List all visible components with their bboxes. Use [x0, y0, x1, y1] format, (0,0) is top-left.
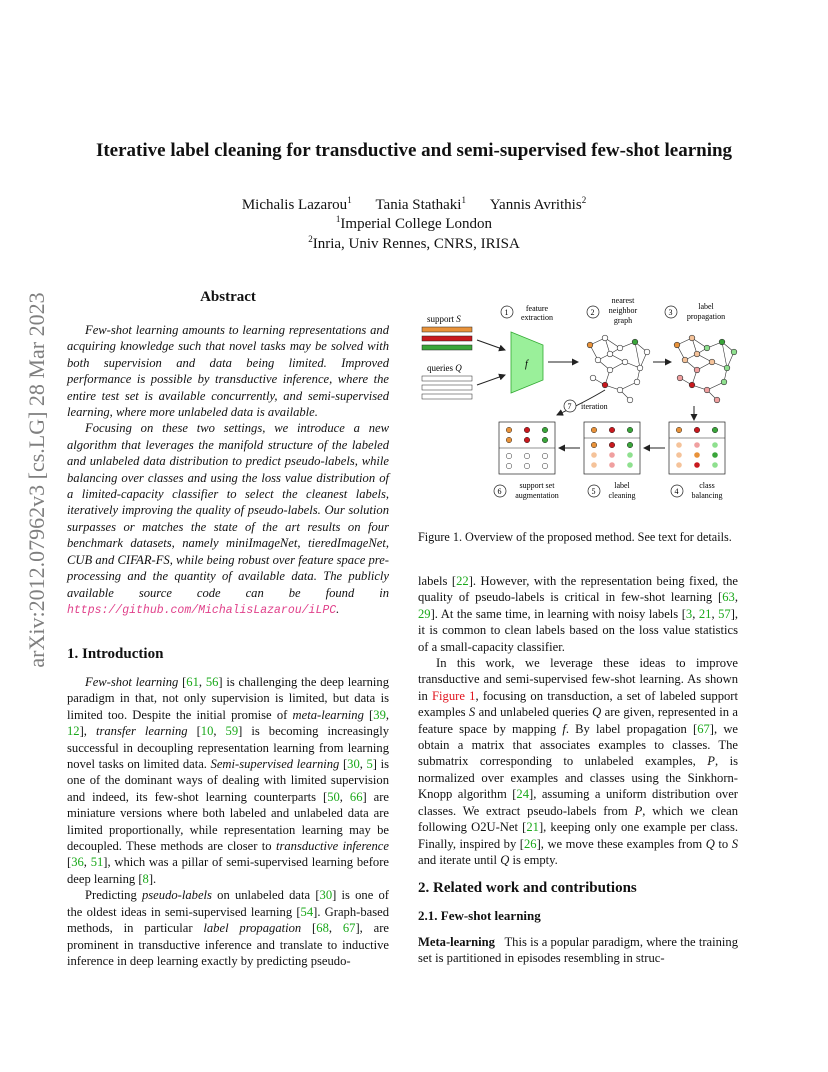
- support-bar: [422, 345, 472, 350]
- emphasis-text: f: [562, 721, 566, 736]
- text-run: ,: [213, 724, 226, 739]
- citation-link[interactable]: 29: [418, 606, 431, 621]
- step-label: extraction: [521, 313, 553, 322]
- citation-link[interactable]: 21: [698, 606, 712, 621]
- paper-title: Iterative label cleaning for transductive and semi-supervised few-shot learning: [95, 140, 733, 161]
- emphasis-text: Q: [705, 836, 715, 851]
- source-code-link[interactable]: https://github.com/MichalisLazarou/iLPC: [67, 603, 337, 617]
- text-run: ] is one of the oldest ideas in semi-supervised learning [: [67, 888, 390, 919]
- citation-link[interactable]: 8: [142, 871, 149, 886]
- step-label: class: [699, 481, 715, 490]
- citation-link[interactable]: 51: [90, 855, 104, 870]
- emphasis-text: P: [707, 754, 715, 769]
- emphasis-text: transfer learning: [95, 724, 188, 739]
- query-bar: [422, 376, 472, 381]
- text-run: ],: [79, 724, 96, 739]
- figure-1: [415, 290, 745, 510]
- text-run: ,: [198, 675, 206, 689]
- abstract-paragraph: Few-shot learning amounts to learning representations and acquiring knowledge such that novel tasks may be solved with both supervision and data being limited. Improved performance is possible by transductive inference, where the entire test set is available concurrently, and semi-supervised learning, where more unlabeled data is available.: [67, 323, 389, 420]
- intro-body: [67, 674, 389, 969]
- step-label: augmentation: [515, 491, 559, 500]
- text-run: [: [178, 675, 187, 689]
- text-run: ]. Graph-based methods, in particular: [67, 904, 389, 936]
- emphasis-text: P: [634, 803, 643, 818]
- step-number: 1: [504, 308, 509, 317]
- text-run: ] are miniature versions where both labeled and unlabeled data are limited proportionally, while representation learning may be decoupled. These methods are closer to: [67, 789, 389, 854]
- emphasis-text: meta-learning: [292, 707, 364, 722]
- emphasis-text: Q: [592, 705, 602, 720]
- emphasis-text: label propagation: [203, 921, 302, 936]
- abstract-paragraph: Focusing on these two settings, we introduce a new algorithm that leverages the manifold structure of the labeled and unlabeled data distribution to predict pseudo-labels, while balancing over classes and using the loss value distribution of a limited-capacity classifier to select the cleanest labels, iteratively improving the quality of pseudo-labels. Our solution surpasses or matches the state of the art results on four benchmark datasets, namely miniImageNet, tieredImageNet, CUB and CIFAR-FS, while being robust over feature space pre-processing and the quantity of available data. The publicly available source code can be found in https://github.com/MichalisLazarou/iLPC.: [67, 421, 389, 617]
- emphasis-text: pseudo-labels: [141, 888, 212, 903]
- text-run: ]. At the same time, in learning with noisy labels [: [430, 606, 686, 621]
- text-run: ], we obtain a matrix that associates examples to classes. The submatrix corresponding to unlabeled examples,: [418, 721, 739, 769]
- citation-link[interactable]: 59: [225, 724, 239, 739]
- abstract-heading: Abstract: [200, 289, 256, 305]
- figure-reference-link[interactable]: Figure 1: [432, 688, 476, 703]
- author: Michalis Lazarou$^1$: [241, 195, 352, 213]
- queries-label: queries Q: [427, 363, 462, 373]
- citation-link[interactable]: 50: [327, 789, 340, 804]
- section-heading: 1. Introduction: [67, 646, 164, 662]
- text-run: ], assuming a uniform distribution over classes. We extract pseudo-labels from: [418, 787, 738, 818]
- text-run: ] is one of the dominant ways of dealing with limited supervision and indeed, its few-shot learning counterparts [: [67, 757, 389, 804]
- citation-link[interactable]: 26: [523, 836, 537, 851]
- citation-link[interactable]: 54: [300, 904, 314, 919]
- text-run: ].: [148, 871, 157, 886]
- text-run: ,: [711, 606, 719, 621]
- right-column-body: [418, 573, 738, 868]
- author-list: [0, 195, 828, 214]
- paragraph-text: This is a popular paradigm, where the training set is partitioned in episodes resembling in struc-: [418, 935, 739, 966]
- text-run: [: [67, 855, 72, 870]
- text-run: , is normalized over examples and classes using the Sinkhorn-Knopp algorithm [: [418, 754, 738, 802]
- text-run: ], are prominent in transductive inference and translate to inductive inference in deep learning exactly by predicting pseudo-: [67, 921, 390, 968]
- step-label: cleaning: [608, 491, 636, 500]
- citation-link[interactable]: 30: [347, 757, 360, 772]
- step-label: feature: [525, 304, 549, 313]
- subsection-heading: 2.1. Few-shot learning: [418, 908, 541, 923]
- text-run: ,: [385, 707, 390, 722]
- step-label: iteration: [581, 402, 608, 411]
- text-run: ], it is common to clean labels based on the loss value statistics of a small-capacity classifier.: [418, 606, 739, 654]
- emphasis-text: Few-shot learning: [85, 675, 179, 689]
- paragraph-heading: Meta-learning: [418, 935, 495, 949]
- step-label: neighbor: [608, 306, 638, 315]
- citation-link[interactable]: 56: [205, 675, 219, 689]
- text-run: ,: [339, 789, 350, 804]
- text-run: , focusing on transduction, a set of labeled support examples: [418, 688, 738, 720]
- emphasis-text: Q: [500, 852, 510, 867]
- citation-link[interactable]: 39: [373, 707, 386, 722]
- citation-link[interactable]: 22: [456, 574, 469, 588]
- step-number: 7: [567, 402, 572, 411]
- method-overview-diagram: [415, 290, 745, 510]
- figure-caption: Figure 1. Overview of the proposed method. See text for details.: [418, 530, 732, 544]
- step-label: balancing: [691, 491, 723, 500]
- citation-link[interactable]: 24: [516, 787, 530, 802]
- text-run: and unlabeled queries: [475, 705, 593, 720]
- text-run: and iterate until: [418, 852, 501, 867]
- text-run: on unlabeled data [: [211, 888, 320, 903]
- step-label: propagation: [686, 312, 726, 321]
- graph-nodes: [587, 335, 650, 403]
- text-run: Predicting: [85, 888, 142, 903]
- step-number: 3: [668, 308, 673, 317]
- step-number: 2: [590, 308, 595, 317]
- text-run: . By label propagation [: [565, 721, 698, 736]
- support-bar: [422, 327, 472, 332]
- citation-link[interactable]: 30: [319, 888, 333, 903]
- text-run: [: [301, 921, 317, 936]
- text-run: In this work, we leverage these ideas to improve transductive and semi-supervised few-shot learning. As shown in: [418, 656, 738, 703]
- abstract-body: [67, 322, 389, 619]
- step-label: graph: [613, 316, 633, 325]
- text-run: ,: [359, 757, 367, 772]
- step-number: 4: [674, 487, 679, 496]
- citation-link[interactable]: 68: [316, 921, 329, 936]
- citation-link[interactable]: 61: [186, 675, 199, 689]
- text-run: are given, represented in a feature space by mapping: [418, 705, 738, 736]
- citation-link[interactable]: 66: [349, 789, 363, 804]
- intro-paragraph: [67, 887, 389, 969]
- text-run: [: [363, 707, 374, 722]
- text-run: ], which was a pillar of semi-supervised learning before deep learning [: [67, 855, 389, 886]
- step-label: label: [614, 481, 630, 490]
- citation-link[interactable]: 67: [342, 921, 356, 936]
- support-label: support S: [427, 314, 461, 324]
- text-run: to: [714, 836, 732, 851]
- arrow: [477, 375, 505, 385]
- text-run: ] is challenging the deep learning paradigm in that, not only supervision is limited, but data is limited too. Despite the initial promise of: [67, 675, 390, 722]
- mapping-f-label: f: [525, 359, 528, 370]
- step-number: 5: [591, 487, 596, 496]
- emphasis-text: S: [731, 836, 738, 851]
- citation-link[interactable]: 3: [685, 606, 693, 621]
- citation-link[interactable]: 10: [200, 724, 214, 739]
- author: Yannis Avrithis$^2$: [489, 195, 587, 213]
- body-paragraph: [418, 655, 738, 868]
- citation-link[interactable]: 12: [67, 724, 80, 739]
- query-bar: [422, 394, 472, 399]
- text-run: [: [339, 757, 348, 772]
- citation-link[interactable]: 63: [722, 590, 735, 605]
- text-run: is empty.: [509, 852, 558, 867]
- body-paragraph: [418, 573, 738, 655]
- citation-link[interactable]: 57: [718, 606, 731, 621]
- text-run: ], keeping only one example per class. Finally, inspired by [: [418, 820, 738, 851]
- step-number: 6: [497, 487, 502, 496]
- arxiv-stamp: arXiv:2012.07962v3 [cs.LG] 28 Mar 2023: [24, 292, 49, 668]
- emphasis-text: transductive inference: [275, 839, 389, 854]
- text-run: ,: [734, 590, 738, 605]
- emphasis-text: Semi-supervised learning: [210, 757, 340, 772]
- emphasis-text: S: [468, 705, 476, 720]
- citation-link[interactable]: 36: [71, 855, 84, 870]
- text-run: ] is becoming increasingly successful in decoupling representation learning from learning novel tasks on limited data.: [67, 724, 390, 772]
- support-bar: [422, 336, 472, 341]
- step-label: label: [698, 302, 714, 311]
- query-bar: [422, 385, 472, 390]
- author: Tania Stathaki$^1$: [375, 195, 466, 213]
- meta-learning-paragraph: [418, 934, 738, 967]
- text-run: [: [187, 724, 201, 739]
- citation-link[interactable]: 5: [366, 757, 373, 772]
- step-label: support set: [519, 481, 555, 490]
- text-run: ,: [692, 606, 699, 621]
- citation-link[interactable]: 21: [526, 820, 539, 835]
- intro-paragraph: [67, 674, 389, 887]
- arrow: [477, 340, 505, 350]
- affiliation: $^1$Imperial College London: [335, 214, 493, 232]
- step-label: nearest: [611, 296, 635, 305]
- text-run: labels [: [418, 574, 457, 588]
- affiliation: $^2$Inria, Univ Rennes, CNRS, IRISA: [308, 234, 520, 252]
- text-run: , which we clean following O2U-Net [: [418, 803, 738, 835]
- propagated-nodes: [674, 335, 737, 403]
- text-run: ], we move these examples from: [536, 836, 706, 851]
- section-heading: 2. Related work and contributions: [418, 880, 637, 896]
- citation-link[interactable]: 67: [697, 721, 710, 736]
- text-run: ,: [328, 921, 343, 936]
- text-run: ]. However, with the representation being fixed, the quality of pseudo-labels is critical in few-shot learning [: [418, 574, 738, 605]
- text-run: ,: [83, 855, 91, 870]
